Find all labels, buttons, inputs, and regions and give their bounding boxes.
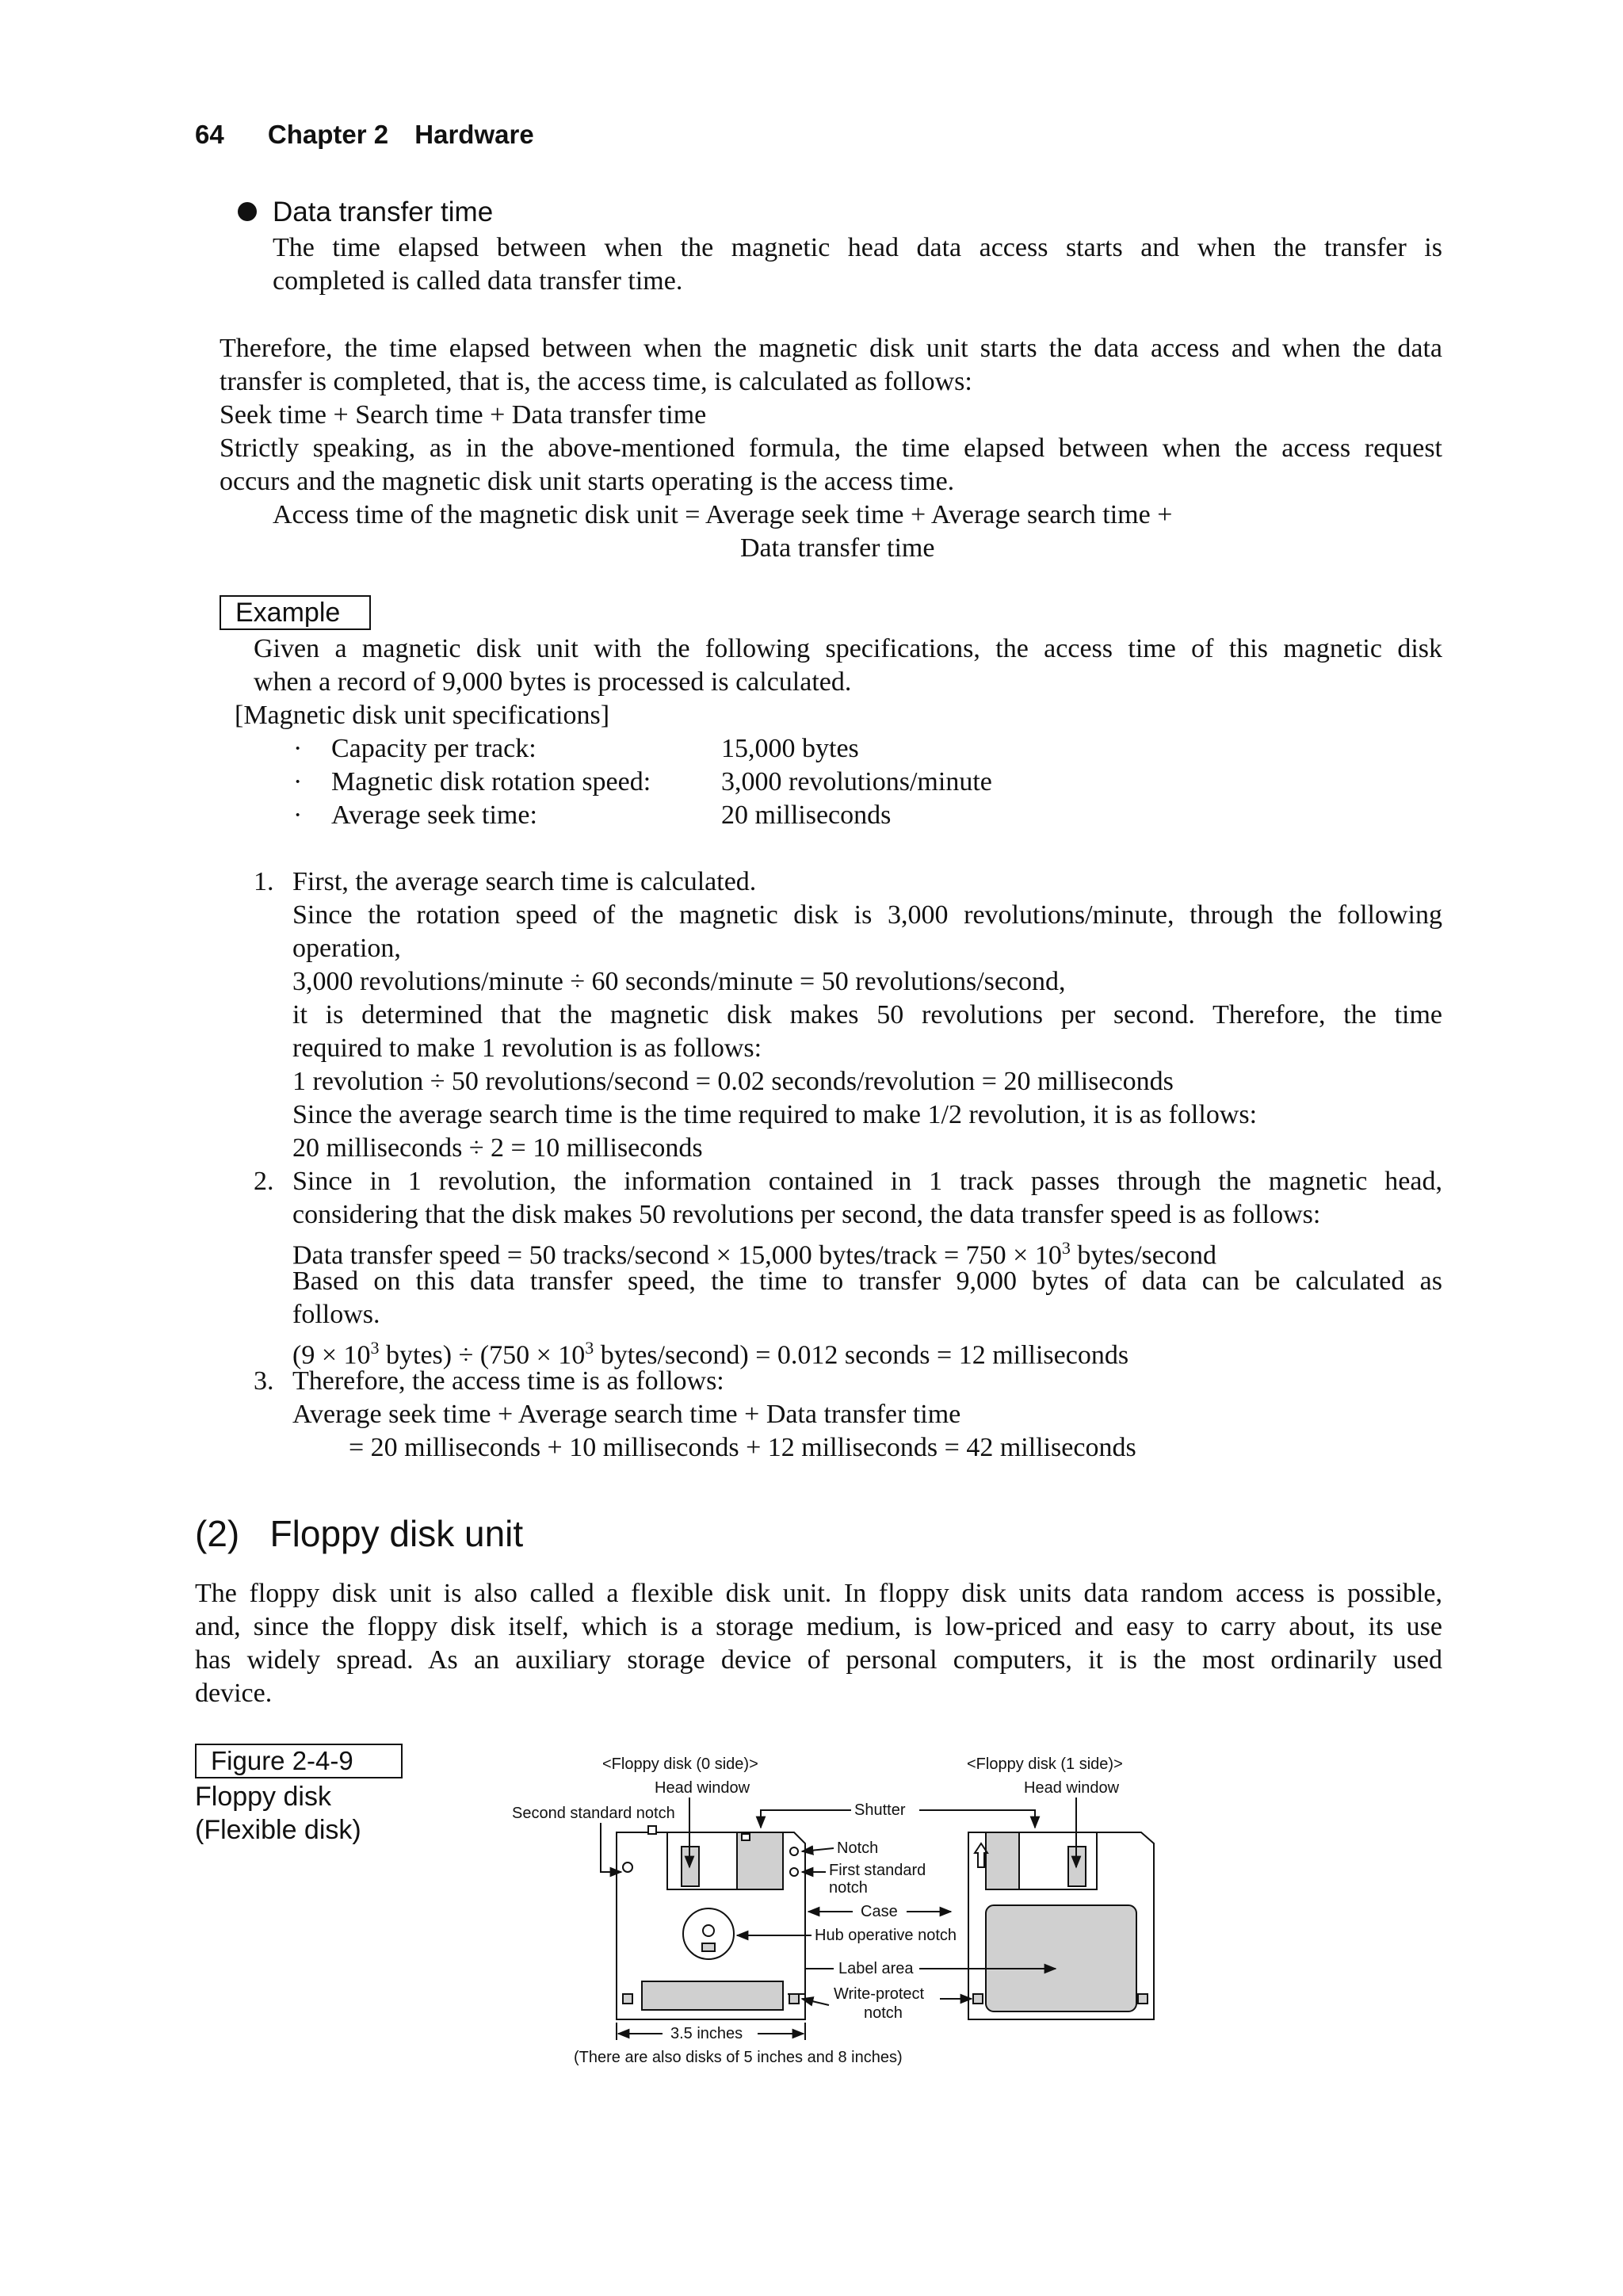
disk-side1-label-area — [986, 1905, 1136, 2011]
superscript: 3 — [1061, 1238, 1071, 1258]
paragraph-line: Seek time + Search time + Data transfer time — [220, 400, 707, 430]
chapter-title: Hardware — [414, 120, 534, 149]
disk-side0-shutter-mark — [742, 1834, 750, 1840]
spec-bullet: · — [293, 734, 303, 763]
section-text-line: and, since the floppy disk itself, which is a storage medium, is low-priced and easy to carry about, its use — [195, 1612, 1442, 1641]
example-label: Example — [220, 595, 371, 630]
paragraph-line: Therefore, the time elapsed between when the magnetic disk unit starts the data access and when the data — [220, 334, 1442, 363]
superscript: 3 — [370, 1338, 380, 1358]
disk-side0-notch — [790, 1847, 798, 1855]
spec-value: 15,000 bytes — [721, 734, 859, 763]
step-line: considering that the disk makes 50 revolutions per second, the data transfer speed is as follows: — [292, 1200, 1321, 1229]
disk-side0-first-notch — [790, 1868, 798, 1876]
step-number: 1. — [254, 867, 274, 896]
label-write-protect: notch — [864, 2004, 903, 2022]
label-first-notch: notch — [829, 1879, 868, 1897]
step-line: 1 revolution ÷ 50 revolutions/second = 0.02 seconds/revolution = 20 milliseconds — [292, 1067, 1174, 1096]
disk-side0-hub-center — [703, 1925, 714, 1936]
disk-side1 — [968, 1832, 1154, 2019]
paragraph-line: occurs and the magnetic disk unit starts operating is the access time. — [220, 467, 955, 496]
bullet-title: Data transfer time — [273, 197, 494, 227]
step-line: it is determined that the magnetic disk makes 50 revolutions per second. Therefore, the time — [292, 1000, 1442, 1030]
spec-name: Capacity per track: — [331, 734, 537, 763]
label-case: Case — [861, 1903, 898, 1920]
step-line: Average seek time + Average search time + Data transfer time — [292, 1400, 961, 1429]
disk-side0 — [617, 1826, 805, 2019]
step-number: 3. — [254, 1366, 274, 1396]
spec-heading: [Magnetic disk unit specifications] — [235, 701, 610, 730]
label-hub: Hub operative notch — [815, 1927, 957, 1944]
disk-side0-top-notch — [648, 1826, 656, 1834]
chapter-label: Chapter 2 — [267, 120, 389, 149]
page-number: 64 — [195, 120, 224, 149]
step-number: 2. — [254, 1167, 274, 1196]
section-text-line: device. — [195, 1679, 273, 1708]
step-line: follows. — [292, 1300, 380, 1329]
disk-side1-write-protect-right — [1138, 1994, 1148, 2004]
figure-label: Figure 2-4-9 — [195, 1744, 403, 1778]
paragraph-line: transfer is completed, that is, the access time, is calculated as follows: — [220, 367, 972, 396]
spec-bullet: · — [293, 767, 303, 797]
label-notch: Notch — [837, 1839, 879, 1857]
disk-side1-write-protect — [973, 1994, 983, 2004]
step-line: First, the average search time is calculated. — [292, 867, 757, 896]
disk-side0-write-protect-right — [789, 1994, 799, 2004]
disk-side0-second-notch — [623, 1862, 632, 1872]
disk-side0-label-area — [642, 1981, 783, 2010]
step-line: Therefore, the access time is as follows: — [292, 1366, 724, 1396]
section-text-line: has widely spread. As an auxiliary storage device of personal computers, it is the most ordinarily used — [195, 1645, 1442, 1675]
example-text-line: when a record of 9,000 bytes is processed is calculated. — [254, 667, 852, 697]
label-head-window-right: Head window — [1024, 1779, 1120, 1797]
label-head-window: Head window — [655, 1779, 750, 1797]
step-line: Based on this data transfer speed, the time to transfer 9,000 bytes of data can be calculated as — [292, 1266, 1442, 1296]
step-line: operation, — [292, 934, 401, 963]
label-shutter: Shutter — [854, 1801, 906, 1819]
example-text-line: Given a magnetic disk unit with the following specifications, the access time of this magnetic disk — [254, 634, 1442, 663]
label-write-protect: Write-protect — [834, 1985, 925, 2003]
formula-text: bytes) ÷ (750 × 10 — [379, 1340, 586, 1370]
step-line: Since the rotation speed of the magnetic disk is 3,000 revolutions/minute, through the following — [292, 900, 1442, 930]
figure-caption: (Flexible disk) — [195, 1815, 361, 1845]
step-line: = 20 milliseconds + 10 milliseconds + 12 milliseconds = 42 milliseconds — [349, 1433, 1136, 1462]
side1-title: <Floppy disk (1 side)> — [967, 1755, 1123, 1773]
spec-name: Average seek time: — [331, 800, 537, 830]
spec-value: 20 milliseconds — [721, 800, 892, 830]
formula-text: Data transfer speed = 50 tracks/second × 15,000 bytes/track = 750 × 10 — [292, 1240, 1062, 1270]
label-first-notch: First standard — [829, 1862, 926, 1879]
bullet-text-line: completed is called data transfer time. — [273, 266, 683, 296]
step-line: Since in 1 revolution, the information contained in 1 track passes through the magnetic head, — [292, 1167, 1442, 1196]
formula-line: Data transfer time — [740, 533, 935, 563]
disk-side0-hub-notch — [702, 1943, 715, 1951]
formula-text: bytes/second — [1070, 1240, 1216, 1270]
spec-bullet: · — [293, 800, 303, 830]
disk-side0-shutter-window — [667, 1832, 737, 1889]
figure-note: (There are also disks of 5 inches and 8 inches) — [574, 2049, 903, 2066]
step-line: 20 milliseconds ÷ 2 = 10 milliseconds — [292, 1133, 703, 1163]
superscript: 3 — [585, 1338, 594, 1358]
spec-name: Magnetic disk rotation speed: — [331, 767, 651, 797]
formula-line: Access time of the magnetic disk unit = Average seek time + Average search time + — [273, 500, 1173, 529]
step-line: 3,000 revolutions/minute ÷ 60 seconds/minute = 50 revolutions/second, — [292, 967, 1066, 996]
step-line: Since the average search time is the time required to make 1/2 revolution, it is as follows: — [292, 1100, 1258, 1129]
side0-title: <Floppy disk (0 side)> — [602, 1755, 758, 1773]
paragraph-line: Strictly speaking, as in the above-mentioned formula, the time elapsed between when the access request — [220, 434, 1442, 463]
formula-text: (9 × 10 — [292, 1340, 371, 1370]
label-second-notch: Second standard notch — [512, 1805, 675, 1822]
figure-caption: Floppy disk — [195, 1782, 331, 1812]
formula-text: bytes/second) = 0.012 seconds = 12 milliseconds — [594, 1340, 1129, 1370]
step-line: required to make 1 revolution is as follows: — [292, 1033, 762, 1063]
section-text-line: The floppy disk unit is also called a flexible disk unit. In floppy disk units data random access is possible, — [195, 1579, 1442, 1608]
disk-side0-write-protect — [623, 1994, 632, 2004]
label-label-area: Label area — [838, 1960, 914, 1977]
spec-value: 3,000 revolutions/minute — [721, 767, 992, 797]
label-size: 3.5 inches — [670, 2025, 743, 2042]
section-heading: (2) Floppy disk unit — [195, 1513, 524, 1554]
bullet-text-line: The time elapsed between when the magnetic head data access starts and when the transfer is — [273, 233, 1442, 262]
